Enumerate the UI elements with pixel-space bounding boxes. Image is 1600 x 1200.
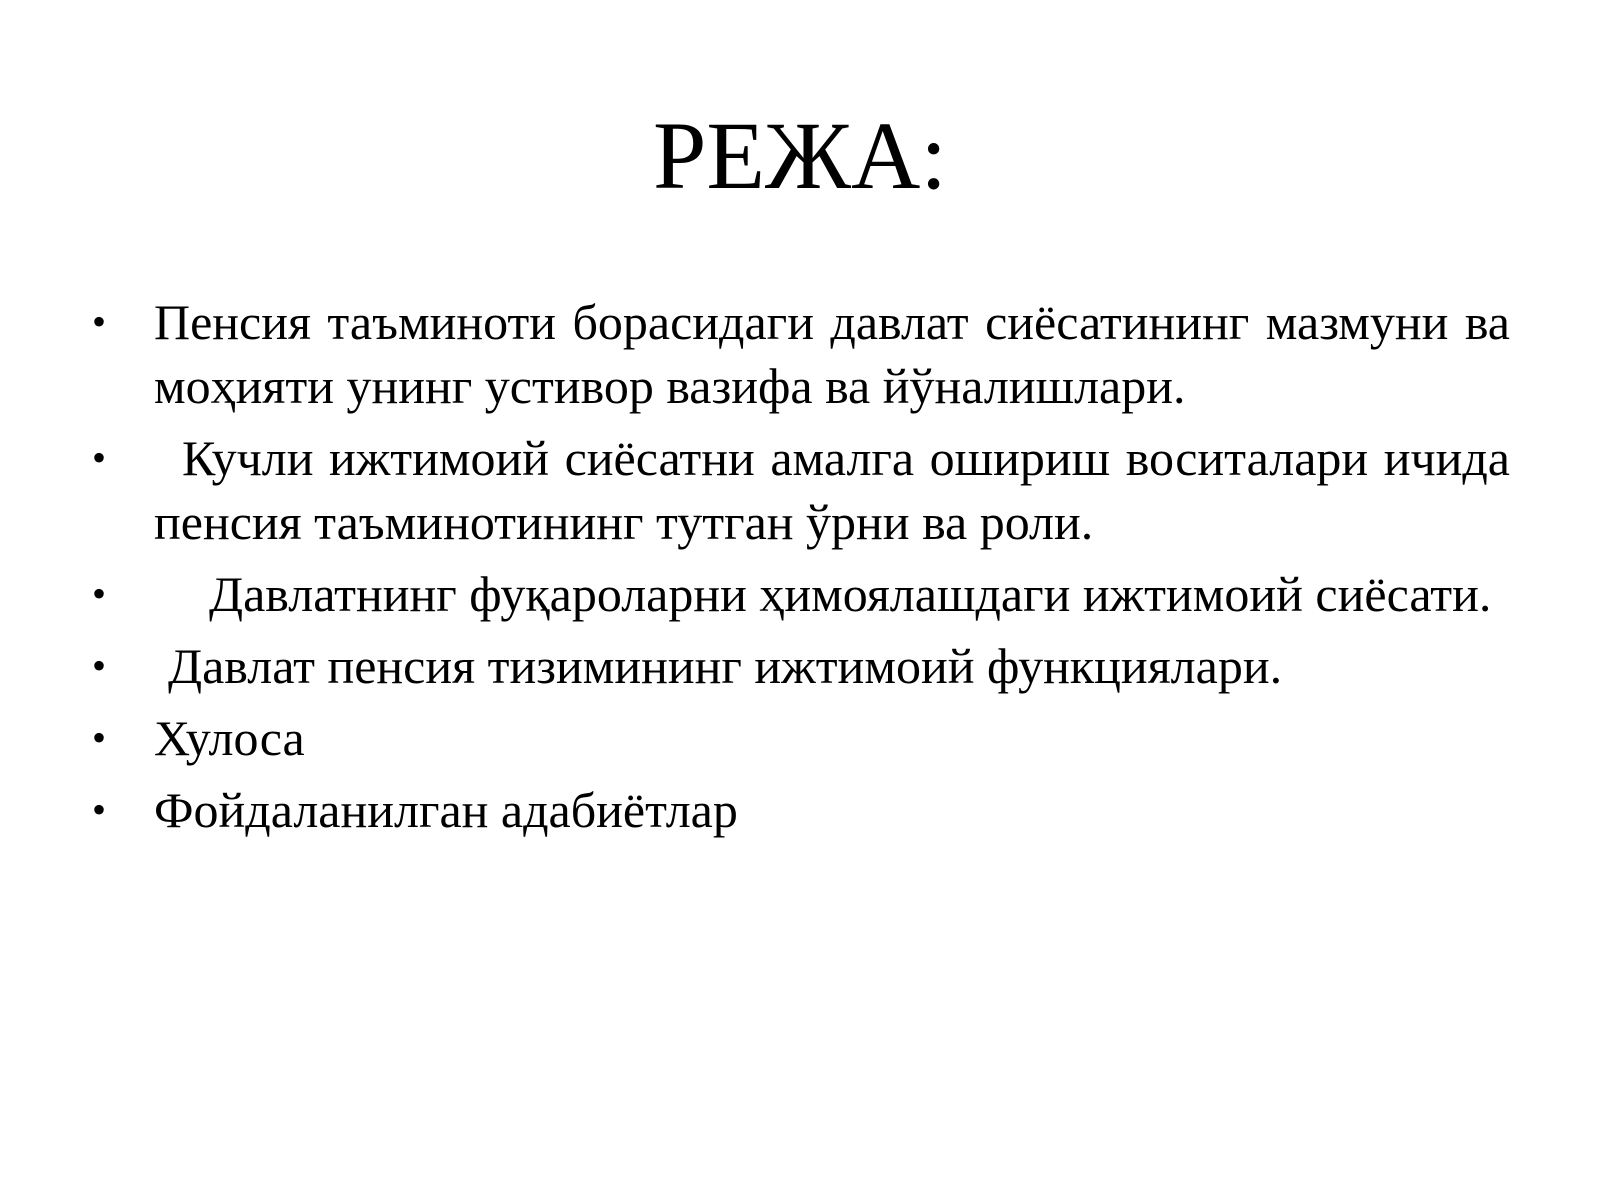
bullet-icon: • (92, 299, 107, 344)
list-item-text: Давлатнинг фуқароларни ҳимоялашдаги ижтимоий сиёсати. (209, 566, 1492, 622)
bullet-icon: • (92, 571, 107, 616)
list-item (92, 634, 1510, 698)
list-item-text: Фойдаланилган адабиётлар (154, 782, 738, 838)
list-item (92, 426, 1510, 554)
bullet-icon: • (92, 643, 107, 688)
slide-title: РЕЖА: (652, 102, 948, 209)
list-item (92, 778, 1510, 842)
list-item-text: Пенсия таъминоти борасидаги давлат сиёсатининг мазмуни ва моҳияти унинг устивор вазифа ва йўналишлари. (154, 294, 1510, 414)
list-item-text: Кучли ижтимоий сиёсатни амалга ошириш воситалари ичида пенсия таъминотининг тутган ўрни ва роли. (154, 430, 1510, 550)
bullet-icon: • (92, 435, 107, 480)
list-item-text: Хулоса (154, 710, 305, 766)
list-item-text: Давлат пенсия тизимининг ижтимоий функциялари. (168, 638, 1283, 694)
list-item (92, 290, 1510, 418)
bullet-icon: • (92, 787, 107, 832)
bullet-icon: • (92, 715, 107, 760)
slide-content (92, 290, 1510, 850)
list-item (92, 562, 1510, 626)
bullet-list (92, 290, 1510, 842)
list-item (92, 706, 1510, 770)
